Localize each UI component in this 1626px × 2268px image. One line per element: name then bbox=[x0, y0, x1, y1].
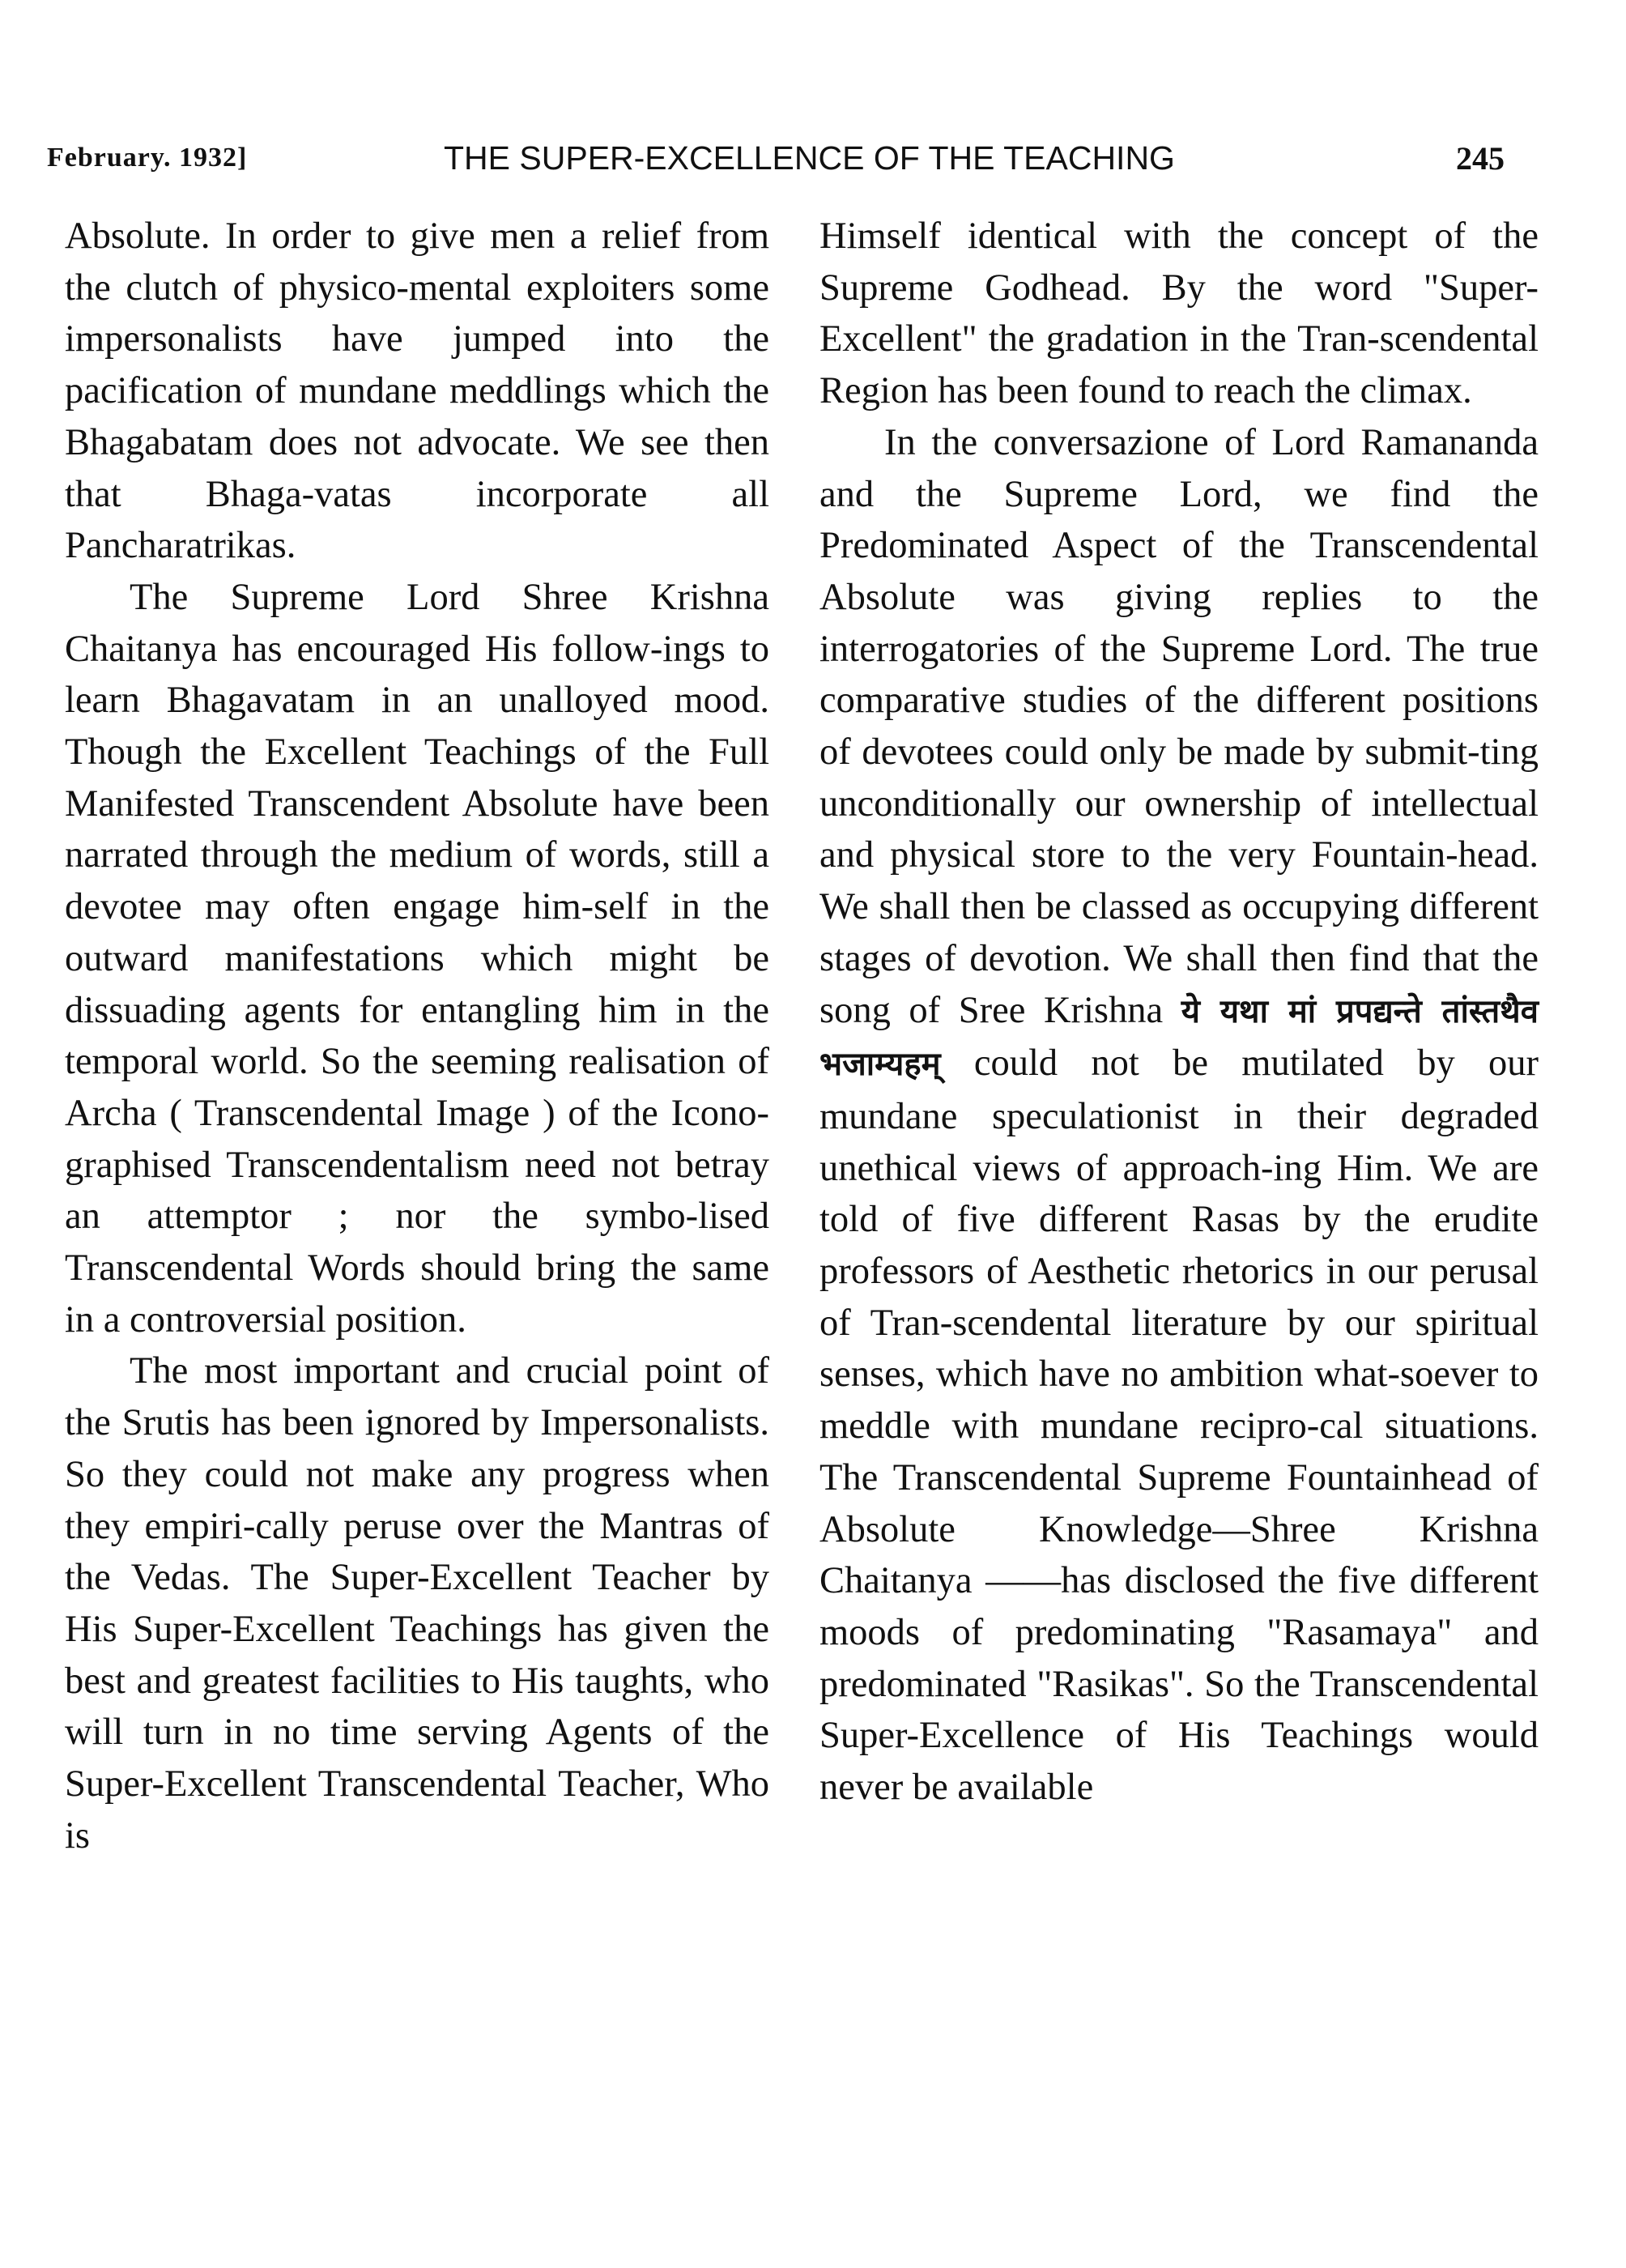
left-paragraph-2: The Supreme Lord Shree Krishna Chaitanya has encouraged His follow-ings to learn Bhagavatam in an unalloyed mood. Though the Excellent Teachings of the Full Manifested Transcendent Absolute have been narrated through the medium of words, still a devotee may often engage him-self in the outward manifestations which might be dissuading agents for entangling him in the temporal world. So the seeming realisation of Archa ( Transcendental Image ) of the Icono-graphised Transcendentalism need not betray an attemptor ; nor the symbo-lised Transcendental Words should bring the same in a controversial position. bbox=[65, 576, 769, 1341]
left-paragraph-3: The most important and crucial point of the Srutis has been ignored by Impersonalists. So they could not make any progress when they empiri-cally peruse over the Mantras of the Vedas. The Super-Excellent Teacher by His Super-Excellent Teachings has given the best and greatest facilities to His taughts, who will turn in no time serving Agents of the Super-Excellent Transcendental Teacher, Who is bbox=[65, 1350, 769, 1857]
right-column bbox=[819, 211, 1539, 1814]
right-paragraph-2 bbox=[819, 417, 1539, 1814]
right-paragraph-2-before: In the conversazione of Lord Ramananda and the Supreme Lord, we find the Predominated Aspect of the Transcendental Absolute was giving replies to the interrogatories of the Supreme Lord. The true comparative studies of the different positions of devotees could only be made by submit-ting unconditionally our ownership of intellectual and physical store to the very Fountain-head. We shall then be classed as occupying different stages of devotion. We shall then find that the song of Sree Krishna bbox=[819, 421, 1539, 1031]
running-header bbox=[39, 136, 1506, 185]
header-title: THE SUPER-EXCELLENCE OF THE TEACHING bbox=[444, 139, 1175, 177]
sanskrit-verse: ये यथा मां प्रपद्यन्ते तांस्तथैव भजाम्यहम् bbox=[819, 992, 1539, 1084]
right-paragraph-2-after: could not be mutilated by our mundane speculationist in their degraded unethical views of approach-ing Him. We are told of five different Rasas by the erudite professors of Aesthetic rhetorics in our perusal of Tran-scendental literature by our spiritual senses, which have no ambition what-soever to meddle with mundane recipro-cal situations. The Transcendental Supreme Fountainhead of Absolute Knowledge—Shree Krishna Chaitanya ——has disclosed the five different moods of predominating "Rasamaya" and predominated "Rasikas". So the Transcendental Super-Excellence of His Teachings would never be available bbox=[819, 1042, 1539, 1809]
header-date: February. 1932] bbox=[47, 143, 248, 173]
left-paragraph-1: Absolute. In order to give men a relief from the clutch of physico-mental exploiters some impersonalists have jumped into the pacification of mundane meddlings which the Bhagabatam does not advocate. We see then that Bhaga-vatas incorporate all Pancharatrikas. bbox=[65, 215, 769, 567]
page-number: 245 bbox=[1456, 140, 1505, 177]
right-paragraph-1: Himself identical with the concept of the Supreme Godhead. By the word "Super-Excellent" the gradation in the Tran-scendental Region has been found to reach the climax. bbox=[819, 215, 1539, 412]
left-column bbox=[65, 211, 769, 1862]
